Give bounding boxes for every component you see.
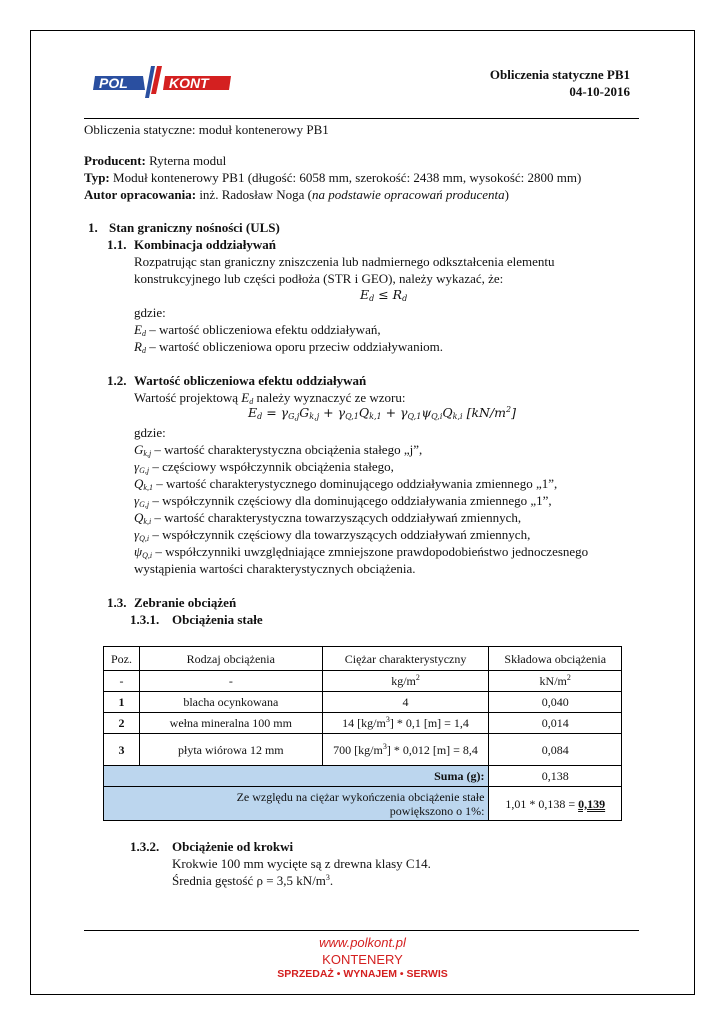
footer-services: SPRZEDAŻ • WYNAJEM • SERWIS <box>277 968 448 980</box>
col-header: Poz. <box>104 647 140 671</box>
equation-ed-combination: $E_d = \gamma_{G,j}G_{k,j} + \gamma_{Q,1}Q_{k,1} + \gamma_{Q,1}\psi_{Q,i}Q_{k,i}$ $[kN/m^2]$ <box>248 405 517 421</box>
def-gamma-gj: $\gamma_{G,j}$ – częściowy współczynnik obciążenia stałego, <box>134 459 394 475</box>
table-row <box>104 692 622 713</box>
table-cell: 0,014 <box>489 713 622 734</box>
table-cell: $kg/m^2$ <box>322 671 489 692</box>
s12-intro: Wartość projektową $E_d$ należy wyznaczyć ze wzoru: <box>134 390 406 406</box>
rd-definition: $R_d$ – wartość obliczeniowa oporu przeciw oddziaływaniom. <box>134 339 444 355</box>
producer-line: Producent: Ryterna modul <box>84 153 227 168</box>
ed-definition: $E_d$ – wartość obliczeniowa efektu oddziaływań, <box>134 322 381 338</box>
polkont-logo <box>93 64 233 98</box>
section-1-3-1-title: Obciążenia stałe <box>172 612 263 627</box>
table-row <box>104 734 622 766</box>
footer-brand: KONTENERY <box>322 952 403 967</box>
def-qk1: $Q_{k,1}$ – wartość charakterystycznego dominującego oddziaływania zmiennego „1”, <box>134 476 558 492</box>
table-cell: płyta wiórowa 12 mm <box>139 734 322 766</box>
table-cell: 0,084 <box>489 734 622 766</box>
table-cell: 2 <box>104 713 140 734</box>
section-1-1-number: 1.1. <box>107 237 127 252</box>
section-1-title: Stan graniczny nośności (ULS) <box>109 220 280 235</box>
table-units-row <box>104 671 622 692</box>
section-1-number: 1. <box>88 220 98 235</box>
def-psi-qi-cont: wystąpienia wartości charakterystycznych obciążenia. <box>134 561 416 576</box>
section-1-3-1-number: 1.3.1. <box>130 612 160 627</box>
logo-text-pol: POL <box>99 75 128 91</box>
table-sum-row <box>104 766 622 787</box>
col-header: Składowa obciążenia <box>489 647 622 671</box>
section-1-1-title: Kombinacja oddziaływań <box>134 237 276 252</box>
table-cell: 700 $[kg/m^3] * 0,012$ [m] = 8,4 <box>322 734 489 766</box>
footer-divider <box>84 930 639 931</box>
equation-ed-le-rd: $E_d \le R_d$ <box>360 287 408 303</box>
footer-url[interactable]: www.polkont.pl <box>319 935 406 950</box>
s11-paragraph-line1: Rozpatrując stan graniczny zniszczenia lub nadmiernego odkształcenia elementu <box>134 254 555 269</box>
table-row <box>104 713 622 734</box>
section-1-2-title: Wartość obliczeniowa efektu oddziaływań <box>134 373 367 388</box>
section-1-3-2-title: Obciążenie od krokwi <box>172 839 294 854</box>
table-cell: 14 $[kg/m^3] * 0,1$ [m] = 1,4 <box>322 713 489 734</box>
table-cell: 1 <box>104 692 140 713</box>
table-cell: - <box>139 671 322 692</box>
s11-where: gdzie: <box>134 305 166 320</box>
increase-value: 1,01 * 0,138 = 0,139 <box>489 787 622 821</box>
s12-where: gdzie: <box>134 425 166 440</box>
table-cell: - <box>104 671 140 692</box>
header-divider <box>84 118 639 119</box>
section-1-2-number: 1.2. <box>107 373 127 388</box>
table-cell: $kN/m^2$ <box>489 671 622 692</box>
header-date: 04-10-2016 <box>569 84 630 99</box>
section-1-3-number: 1.3. <box>107 595 127 610</box>
logo-text-kont: KONT <box>169 75 209 91</box>
type-line: Typ: Moduł kontenerowy PB1 (długość: 6058 mm, szerokość: 2438 mm, wysokość: 2800 mm) <box>84 170 582 185</box>
table-cell: blacha ocynkowana <box>139 692 322 713</box>
col-header: Ciężar charakterystyczny <box>322 647 489 671</box>
doc-subtitle: Obliczenia statyczne: moduł kontenerowy PB1 <box>84 122 329 137</box>
table-header-row <box>104 647 622 671</box>
section-1-3-title: Zebranie obciążeń <box>134 595 237 610</box>
header-title: Obliczenia statyczne PB1 <box>489 67 630 82</box>
section-1-3-2-number: 1.3.2. <box>130 839 160 854</box>
s11-paragraph-line2: konstrukcyjnego lub części podłoża (STR i GEO), należy wykazać, że: <box>134 271 504 286</box>
s132-line2: Średnia gęstość ρ = 3,5 $kN/m^3$. <box>172 873 334 888</box>
sum-label: Suma (g): <box>104 766 489 787</box>
increase-label: Ze względu na ciężar wykończenia obciążenie stałe powiększono o 1%: <box>104 787 489 821</box>
col-header: Rodzaj obciążenia <box>139 647 322 671</box>
def-gamma-gj-dominant: $\gamma_{G,j}$ – współczynnik częściowy dla dominującego oddziaływania zmiennego „1”, <box>134 493 552 509</box>
permanent-loads-table <box>103 646 622 821</box>
table-increase-row <box>104 787 622 821</box>
def-psi-qi: $\psi_{Q,i}$ – współczynniki uwzględniające zmniejszone prawdopodobieństwo jednoczesnego <box>134 544 589 560</box>
table-cell: wełna mineralna 100 mm <box>139 713 322 734</box>
def-gamma-qi: $\gamma_{Q,i}$ – współczynnik częściowy dla towarzyszących oddziaływań zmiennych, <box>134 527 531 543</box>
def-qki: $Q_{k,i}$ – wartość charakterystyczna towarzyszących oddziaływań zmiennych, <box>134 510 522 526</box>
def-gkj: $G_{k,j}$ – wartość charakterystyczna obciążenia stałego „j”, <box>134 442 423 458</box>
header-right <box>490 66 630 100</box>
table-cell: 0,040 <box>489 692 622 713</box>
table-cell: 4 <box>322 692 489 713</box>
sum-value: 0,138 <box>489 766 622 787</box>
author-line: Autor opracowania: inż. Radosław Noga (na podstawie opracowań producenta) <box>84 187 509 202</box>
table-cell: 3 <box>104 734 140 766</box>
s132-line1: Krokwie 100 mm wycięte są z drewna klasy C14. <box>172 856 431 871</box>
